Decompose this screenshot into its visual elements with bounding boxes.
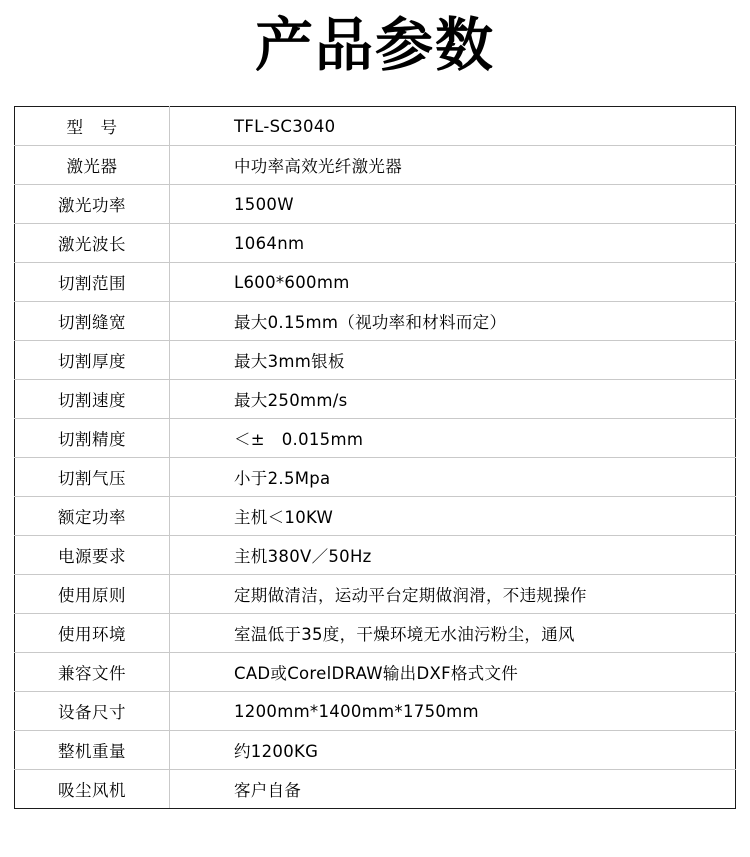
spec-value: 约1200KG — [170, 731, 736, 770]
spec-label: 切割精度 — [15, 419, 170, 458]
spec-table-container — [14, 106, 736, 809]
spec-value: L600*600mm — [170, 263, 736, 302]
table-row — [15, 536, 736, 575]
spec-label: 兼容文件 — [15, 653, 170, 692]
table-row — [15, 263, 736, 302]
spec-label: 吸尘风机 — [15, 770, 170, 809]
spec-label: 整机重量 — [15, 731, 170, 770]
table-row — [15, 770, 736, 809]
table-row — [15, 497, 736, 536]
spec-value: 客户自备 — [170, 770, 736, 809]
spec-value: 主机＜10KW — [170, 497, 736, 536]
spec-label: 激光波长 — [15, 224, 170, 263]
spec-value: ＜± 0.015mm — [170, 419, 736, 458]
spec-label: 切割范围 — [15, 263, 170, 302]
spec-label: 额定功率 — [15, 497, 170, 536]
table-row — [15, 302, 736, 341]
page-title: 产品参数 — [254, 11, 495, 79]
table-row — [15, 653, 736, 692]
table-row — [15, 146, 736, 185]
table-row — [15, 224, 736, 263]
spec-value: TFL-SC3040 — [170, 107, 736, 146]
spec-table-body — [15, 107, 736, 809]
spec-label: 激光功率 — [15, 185, 170, 224]
spec-value: 最大0.15mm（视功率和材料而定） — [170, 302, 736, 341]
table-row — [15, 185, 736, 224]
spec-value: 最大3mm银板 — [170, 341, 736, 380]
table-row — [15, 380, 736, 419]
table-row — [15, 419, 736, 458]
spec-value: 室温低于35度，干燥环境无水油污粉尘，通风 — [170, 614, 736, 653]
spec-label: 使用原则 — [15, 575, 170, 614]
table-row — [15, 692, 736, 731]
spec-value: 中功率高效光纤激光器 — [170, 146, 736, 185]
spec-value: 1064nm — [170, 224, 736, 263]
spec-label: 设备尺寸 — [15, 692, 170, 731]
table-row — [15, 458, 736, 497]
spec-value: 定期做清洁，运动平台定期做润滑，不违规操作 — [170, 575, 736, 614]
spec-label: 切割缝宽 — [15, 302, 170, 341]
table-row — [15, 575, 736, 614]
spec-value: 1500W — [170, 185, 736, 224]
spec-label: 切割厚度 — [15, 341, 170, 380]
spec-label: 切割气压 — [15, 458, 170, 497]
table-row — [15, 731, 736, 770]
spec-value: 主机380V／50Hz — [170, 536, 736, 575]
spec-value: 最大250mm/s — [170, 380, 736, 419]
spec-value: 1200mm*1400mm*1750mm — [170, 692, 736, 731]
spec-value: 小于2.5Mpa — [170, 458, 736, 497]
table-row — [15, 107, 736, 146]
table-row — [15, 614, 736, 653]
spec-label: 型 号 — [15, 107, 170, 146]
spec-label: 激光器 — [15, 146, 170, 185]
spec-label: 使用环境 — [15, 614, 170, 653]
spec-table — [14, 106, 736, 809]
spec-value: CAD或CorelDRAW输出DXF格式文件 — [170, 653, 736, 692]
spec-label: 切割速度 — [15, 380, 170, 419]
table-row — [15, 341, 736, 380]
spec-label: 电源要求 — [15, 536, 170, 575]
